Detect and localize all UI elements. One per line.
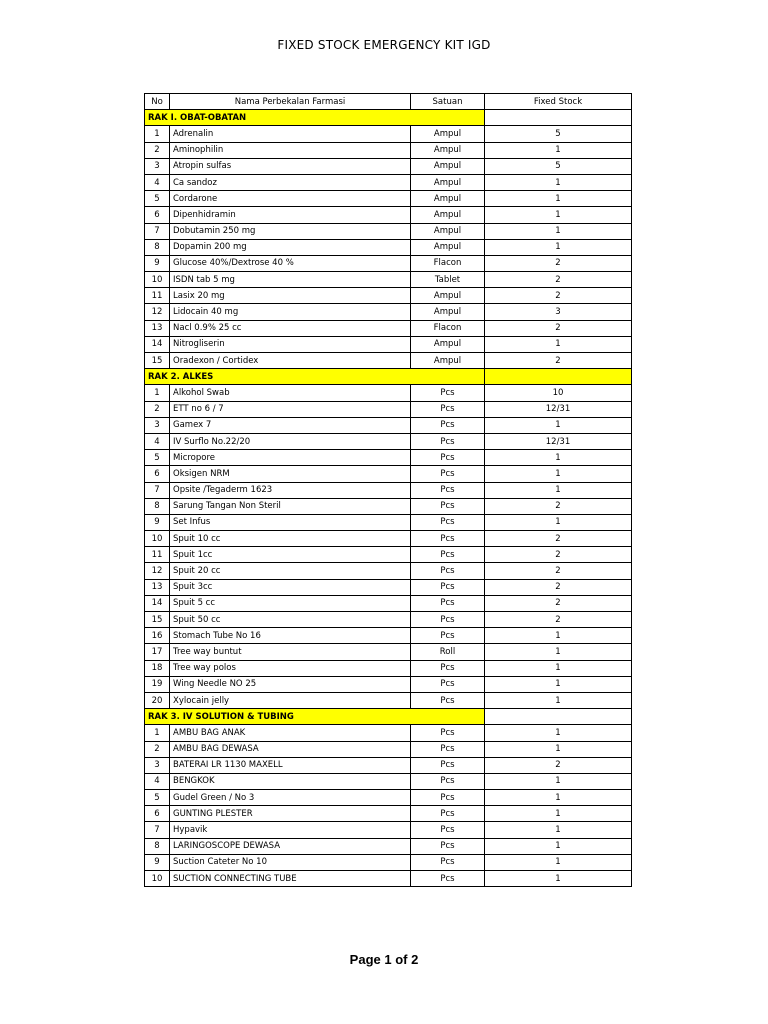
item-name: SUCTION CONNECTING TUBE: [170, 871, 411, 887]
item-number: 7: [145, 482, 170, 498]
item-unit: Ampul: [411, 191, 485, 207]
item-name: Oksigen NRM: [170, 466, 411, 482]
item-number: 10: [145, 272, 170, 288]
item-number: 15: [145, 612, 170, 628]
item-number: 11: [145, 547, 170, 563]
section-label: RAK 2. ALKES: [145, 369, 485, 385]
item-name: IV Surflo No.22/20: [170, 433, 411, 449]
item-fixed-stock: 1: [485, 692, 632, 708]
table-row: [145, 191, 632, 207]
item-name: Stomach Tube No 16: [170, 628, 411, 644]
table-row: [145, 838, 632, 854]
item-number: 1: [145, 385, 170, 401]
item-name: Opsite /Tegaderm 1623: [170, 482, 411, 498]
item-name: Wing Needle NO 25: [170, 676, 411, 692]
item-number: 1: [145, 725, 170, 741]
item-fixed-stock: 2: [485, 272, 632, 288]
item-fixed-stock: 1: [485, 466, 632, 482]
item-fixed-stock: 2: [485, 595, 632, 611]
item-fixed-stock: 1: [485, 239, 632, 255]
table-row: [145, 320, 632, 336]
item-fixed-stock: 2: [485, 498, 632, 514]
table-row: [145, 595, 632, 611]
table-row: [145, 272, 632, 288]
item-number: 15: [145, 353, 170, 369]
item-unit: Pcs: [411, 806, 485, 822]
item-unit: Pcs: [411, 854, 485, 870]
item-unit: Flacon: [411, 320, 485, 336]
item-number: 8: [145, 838, 170, 854]
item-name: GUNTING PLESTER: [170, 806, 411, 822]
table-row: [145, 482, 632, 498]
section-label: RAK 3. IV SOLUTION & TUBING: [145, 709, 485, 725]
item-unit: Ampul: [411, 126, 485, 142]
item-name: Micropore: [170, 450, 411, 466]
item-unit: Pcs: [411, 450, 485, 466]
item-fixed-stock: 1: [485, 854, 632, 870]
table-row: [145, 806, 632, 822]
table-row: [145, 644, 632, 660]
item-number: 12: [145, 563, 170, 579]
item-name: Set Infus: [170, 514, 411, 530]
section-header-row: [145, 709, 632, 725]
item-fixed-stock: 2: [485, 563, 632, 579]
column-header-no: No: [145, 94, 170, 110]
item-number: 14: [145, 595, 170, 611]
item-fixed-stock: 1: [485, 822, 632, 838]
item-number: 2: [145, 741, 170, 757]
item-number: 20: [145, 692, 170, 708]
section-fill-cell: [485, 369, 632, 385]
table-row: [145, 725, 632, 741]
table-row: [145, 773, 632, 789]
item-number: 5: [145, 790, 170, 806]
item-name: Alkohol Swab: [170, 385, 411, 401]
table-row: [145, 579, 632, 595]
item-number: 13: [145, 320, 170, 336]
item-name: Lidocain 40 mg: [170, 304, 411, 320]
item-fixed-stock: 1: [485, 191, 632, 207]
item-fixed-stock: 1: [485, 450, 632, 466]
item-fixed-stock: 1: [485, 482, 632, 498]
section-fill-cell: [485, 110, 632, 126]
item-name: Spuit 1cc: [170, 547, 411, 563]
item-fixed-stock: 5: [485, 126, 632, 142]
item-unit: Pcs: [411, 676, 485, 692]
item-unit: Pcs: [411, 822, 485, 838]
item-name: Adrenalin: [170, 126, 411, 142]
table-row: [145, 757, 632, 773]
item-number: 9: [145, 854, 170, 870]
item-unit: Pcs: [411, 773, 485, 789]
item-name: Dopamin 200 mg: [170, 239, 411, 255]
item-name: Aminophilin: [170, 142, 411, 158]
item-unit: Ampul: [411, 223, 485, 239]
item-fixed-stock: 1: [485, 660, 632, 676]
item-fixed-stock: 1: [485, 806, 632, 822]
item-number: 5: [145, 450, 170, 466]
item-unit: Pcs: [411, 741, 485, 757]
table-row: [145, 417, 632, 433]
table-body: [145, 94, 632, 887]
item-unit: Pcs: [411, 498, 485, 514]
item-name: Lasix 20 mg: [170, 288, 411, 304]
table-row: [145, 239, 632, 255]
table-row: [145, 563, 632, 579]
item-fixed-stock: 2: [485, 757, 632, 773]
item-number: 10: [145, 531, 170, 547]
item-unit: Ampul: [411, 239, 485, 255]
item-name: Dipenhidramin: [170, 207, 411, 223]
table-row: [145, 304, 632, 320]
item-name: Nitrogliserin: [170, 336, 411, 352]
item-fixed-stock: 2: [485, 353, 632, 369]
item-unit: Ampul: [411, 207, 485, 223]
item-name: Tree way polos: [170, 660, 411, 676]
item-unit: Pcs: [411, 417, 485, 433]
column-header-fixed-stock: Fixed Stock: [485, 94, 632, 110]
table-row: [145, 288, 632, 304]
item-name: ISDN tab 5 mg: [170, 272, 411, 288]
item-number: 19: [145, 676, 170, 692]
item-fixed-stock: 2: [485, 320, 632, 336]
table-row: [145, 223, 632, 239]
item-unit: Pcs: [411, 514, 485, 530]
item-name: Hypavik: [170, 822, 411, 838]
item-unit: Ampul: [411, 353, 485, 369]
item-number: 6: [145, 466, 170, 482]
table-row: [145, 255, 632, 271]
item-number: 9: [145, 514, 170, 530]
item-fixed-stock: 1: [485, 207, 632, 223]
item-fixed-stock: 2: [485, 531, 632, 547]
item-number: 2: [145, 142, 170, 158]
table-row: [145, 466, 632, 482]
item-number: 6: [145, 207, 170, 223]
item-number: 10: [145, 871, 170, 887]
item-name: Atropin sulfas: [170, 158, 411, 174]
item-fixed-stock: 1: [485, 838, 632, 854]
item-unit: Pcs: [411, 433, 485, 449]
section-label: RAK I. OBAT-OBATAN: [145, 110, 485, 126]
section-header-row: [145, 110, 632, 126]
item-unit: Ampul: [411, 174, 485, 190]
item-fixed-stock: 1: [485, 725, 632, 741]
item-name: Oradexon / Cortidex: [170, 353, 411, 369]
item-fixed-stock: 1: [485, 644, 632, 660]
section-fill-cell: [485, 709, 632, 725]
item-unit: Pcs: [411, 482, 485, 498]
emergency-kit-table: [144, 93, 632, 887]
table-row: [145, 126, 632, 142]
item-number: 16: [145, 628, 170, 644]
item-fixed-stock: 2: [485, 288, 632, 304]
item-number: 14: [145, 336, 170, 352]
item-name: Sarung Tangan Non Steril: [170, 498, 411, 514]
item-name: Spuit 3cc: [170, 579, 411, 595]
item-number: 4: [145, 174, 170, 190]
table-row: [145, 158, 632, 174]
item-number: 7: [145, 822, 170, 838]
table-row: [145, 450, 632, 466]
item-fixed-stock: 5: [485, 158, 632, 174]
item-unit: Pcs: [411, 595, 485, 611]
item-number: 17: [145, 644, 170, 660]
item-unit: Ampul: [411, 142, 485, 158]
item-unit: Pcs: [411, 628, 485, 644]
table-row: [145, 207, 632, 223]
item-unit: Pcs: [411, 838, 485, 854]
item-number: 3: [145, 417, 170, 433]
item-number: 11: [145, 288, 170, 304]
item-fixed-stock: 1: [485, 741, 632, 757]
column-header-name: Nama Perbekalan Farmasi: [170, 94, 411, 110]
table-row: [145, 531, 632, 547]
item-unit: Pcs: [411, 563, 485, 579]
item-fixed-stock: 1: [485, 417, 632, 433]
item-unit: Pcs: [411, 531, 485, 547]
item-name: ETT no 6 / 7: [170, 401, 411, 417]
item-name: Glucose 40%/Dextrose 40 %: [170, 255, 411, 271]
item-name: BENGKOK: [170, 773, 411, 789]
item-name: Suction Cateter No 10: [170, 854, 411, 870]
item-unit: Pcs: [411, 612, 485, 628]
item-unit: Pcs: [411, 547, 485, 563]
item-unit: Ampul: [411, 336, 485, 352]
table-row: [145, 385, 632, 401]
table-row: [145, 822, 632, 838]
item-number: 4: [145, 773, 170, 789]
item-fixed-stock: 12/31: [485, 401, 632, 417]
item-fixed-stock: 12/31: [485, 433, 632, 449]
item-unit: Flacon: [411, 255, 485, 271]
item-unit: Pcs: [411, 692, 485, 708]
item-name: Spuit 50 cc: [170, 612, 411, 628]
item-name: Gudel Green / No 3: [170, 790, 411, 806]
item-number: 6: [145, 806, 170, 822]
table-row: [145, 854, 632, 870]
item-name: Spuit 10 cc: [170, 531, 411, 547]
item-unit: Pcs: [411, 725, 485, 741]
item-number: 4: [145, 433, 170, 449]
item-number: 3: [145, 757, 170, 773]
item-name: LARINGOSCOPE DEWASA: [170, 838, 411, 854]
item-unit: Pcs: [411, 871, 485, 887]
item-fixed-stock: 2: [485, 612, 632, 628]
item-number: 18: [145, 660, 170, 676]
item-name: Xylocain jelly: [170, 692, 411, 708]
item-number: 1: [145, 126, 170, 142]
item-name: Nacl 0.9% 25 cc: [170, 320, 411, 336]
table-row: [145, 142, 632, 158]
item-number: 8: [145, 239, 170, 255]
item-name: Ca sandoz: [170, 174, 411, 190]
table-row: [145, 871, 632, 887]
item-unit: Pcs: [411, 660, 485, 676]
item-number: 8: [145, 498, 170, 514]
item-name: Spuit 20 cc: [170, 563, 411, 579]
section-header-row: [145, 369, 632, 385]
table-row: [145, 692, 632, 708]
item-name: Cordarone: [170, 191, 411, 207]
table-row: [145, 174, 632, 190]
item-name: AMBU BAG ANAK: [170, 725, 411, 741]
column-header-unit: Satuan: [411, 94, 485, 110]
item-fixed-stock: 1: [485, 514, 632, 530]
item-fixed-stock: 1: [485, 676, 632, 692]
item-unit: Roll: [411, 644, 485, 660]
table-row: [145, 676, 632, 692]
page-footer: Page 1 of 2: [349, 952, 419, 967]
table-row: [145, 353, 632, 369]
item-fixed-stock: 1: [485, 336, 632, 352]
table-row: [145, 336, 632, 352]
item-name: Spuit 5 cc: [170, 595, 411, 611]
table-row: [145, 401, 632, 417]
item-fixed-stock: 1: [485, 223, 632, 239]
item-fixed-stock: 1: [485, 142, 632, 158]
table-row: [145, 498, 632, 514]
item-fixed-stock: 10: [485, 385, 632, 401]
item-fixed-stock: 1: [485, 790, 632, 806]
item-name: BATERAI LR 1130 MAXELL: [170, 757, 411, 773]
item-fixed-stock: 2: [485, 255, 632, 271]
item-name: AMBU BAG DEWASA: [170, 741, 411, 757]
item-unit: Pcs: [411, 757, 485, 773]
item-unit: Pcs: [411, 466, 485, 482]
table-row: [145, 790, 632, 806]
table-row: [145, 628, 632, 644]
table-row: [145, 741, 632, 757]
item-fixed-stock: 2: [485, 579, 632, 595]
item-number: 3: [145, 158, 170, 174]
item-unit: Ampul: [411, 158, 485, 174]
item-unit: Ampul: [411, 288, 485, 304]
item-fixed-stock: 1: [485, 871, 632, 887]
table-row: [145, 514, 632, 530]
document-title: FIXED STOCK EMERGENCY KIT IGD: [277, 38, 491, 52]
item-number: 2: [145, 401, 170, 417]
table-row: [145, 547, 632, 563]
item-fixed-stock: 3: [485, 304, 632, 320]
item-fixed-stock: 1: [485, 773, 632, 789]
item-unit: Pcs: [411, 579, 485, 595]
table-header-row: [145, 94, 632, 110]
item-fixed-stock: 1: [485, 174, 632, 190]
item-name: Dobutamin 250 mg: [170, 223, 411, 239]
item-unit: Pcs: [411, 385, 485, 401]
item-fixed-stock: 2: [485, 547, 632, 563]
item-fixed-stock: 1: [485, 628, 632, 644]
table-row: [145, 660, 632, 676]
item-name: Tree way buntut: [170, 644, 411, 660]
item-name: Gamex 7: [170, 417, 411, 433]
table-row: [145, 612, 632, 628]
item-number: 13: [145, 579, 170, 595]
item-number: 9: [145, 255, 170, 271]
item-unit: Pcs: [411, 401, 485, 417]
item-unit: Pcs: [411, 790, 485, 806]
item-number: 7: [145, 223, 170, 239]
item-number: 12: [145, 304, 170, 320]
item-number: 5: [145, 191, 170, 207]
table-row: [145, 433, 632, 449]
item-unit: Tablet: [411, 272, 485, 288]
item-unit: Ampul: [411, 304, 485, 320]
